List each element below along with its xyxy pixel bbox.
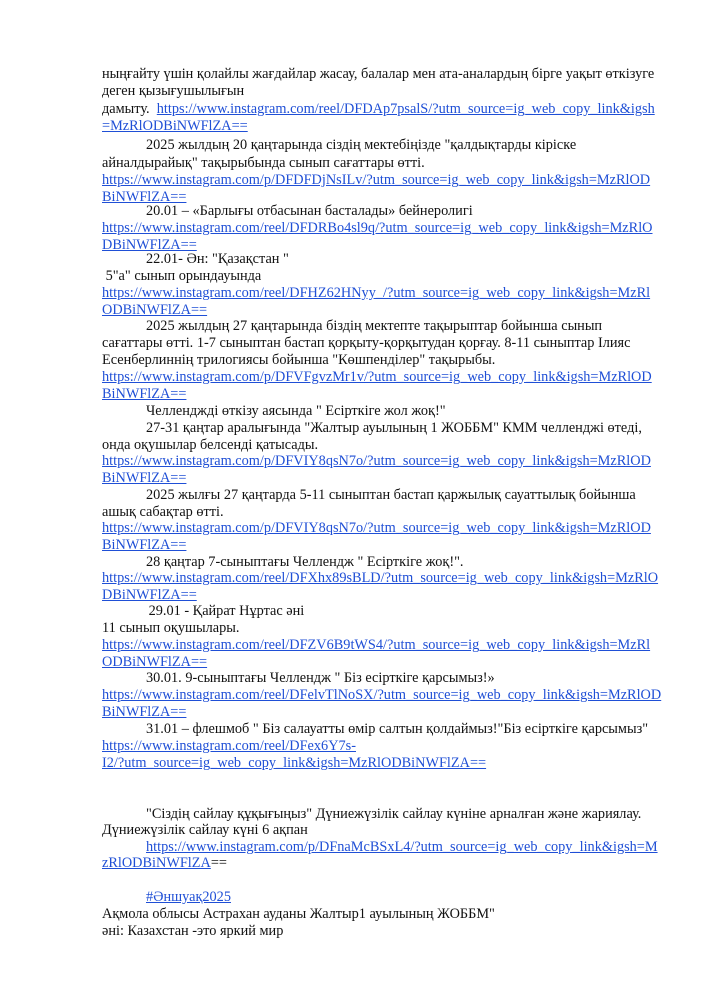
instagram-link-continued[interactable]: BiNWFlZA== <box>102 189 187 205</box>
paragraph-line: ныңғайту үшін қолайлы жағдайлар жасау, балалар мен ата-аналардың бірге уақыт өткізуге <box>102 66 655 82</box>
paragraph-line <box>102 738 356 755</box>
paragraph-line <box>102 587 197 604</box>
instagram-link-continued[interactable]: ODBiNWFlZA== <box>102 302 208 318</box>
paragraph-line <box>102 704 186 721</box>
paragraph-line: айналдырайық" тақырыбында сынып сағаттары өтті. <box>102 155 425 171</box>
instagram-link[interactable]: https://www.instagram.com/reel/DFex6Y7s- <box>102 738 356 754</box>
paragraph-line: ашық сабақтар өтті. <box>102 504 224 520</box>
instagram-link[interactable]: https://www.instagram.com/reel/DFHZ62HNyy_/?utm_source=ig_web_copy_link&igsh=MzRl <box>102 285 651 301</box>
paragraph-line <box>102 172 650 189</box>
paragraph-line <box>146 839 658 856</box>
paragraph-line <box>102 687 661 704</box>
instagram-link-continued[interactable]: BiNWFlZA== <box>102 537 187 553</box>
paragraph-line: әні: Казахстан -это яркий мир <box>102 923 284 939</box>
paragraph-line: 2025 жылдың 27 қаңтарында біздің мектепте тақырыптар бойынша сынып <box>146 318 603 334</box>
paragraph-line <box>102 369 652 386</box>
paragraph-line: 30.01. 9-сыныптағы Челлендж " Біз есірткіге қарсымыз!» <box>146 670 495 686</box>
instagram-link[interactable]: https://www.instagram.com/p/DFDFDjNsILv/?utm_source=ig_web_copy_link&igsh=MzRlOD <box>102 172 651 188</box>
paragraph-line: деген қызығушылығын <box>102 83 245 99</box>
paragraph-text: == <box>210 855 227 871</box>
paragraph-line <box>102 520 651 537</box>
instagram-link-continued[interactable]: I2/?utm_source=ig_web_copy_link&igsh=MzRlODBiNWFlZA== <box>102 755 487 771</box>
instagram-link-continued[interactable]: BiNWFlZA== <box>102 704 187 720</box>
instagram-link[interactable]: https://www.instagram.com/reel/DFDAp7psalS/?utm_source=ig_web_copy_link&igsh <box>156 101 655 117</box>
instagram-link[interactable]: https://www.instagram.com/p/DFVIY8qsN7o/?utm_source=ig_web_copy_link&igsh=MzRlOD <box>102 453 651 469</box>
paragraph-line: Ақмола облысы Астрахан ауданы Жалтыр1 ауылының ЖОББМ" <box>102 906 495 922</box>
paragraph-line <box>102 453 651 470</box>
instagram-link-continued[interactable]: BiNWFlZA== <box>102 470 187 486</box>
hashtag-link[interactable]: #Әншуақ2025 <box>146 889 231 905</box>
paragraph-line: сағаттары өтті. 1-7 сыныптан бастап қорқыту-қорқытудан қорғау. 8-11 сыныптар Ілияс <box>102 335 631 351</box>
paragraph-line <box>102 755 486 772</box>
paragraph-line: Челленджді өткізу аясында " Есірткіге жол жоқ!" <box>146 403 446 419</box>
paragraph-line <box>102 220 653 237</box>
paragraph-line: 22.01- Ән: "Қазақстан " <box>146 251 289 267</box>
paragraph-line <box>102 302 207 319</box>
instagram-link[interactable]: https://www.instagram.com/p/DFnaMcBSxL4/?utm_source=ig_web_copy_link&igsh=M <box>146 839 658 855</box>
paragraph-line <box>102 637 650 654</box>
instagram-link-continued[interactable]: DBiNWFlZA== <box>102 587 197 603</box>
paragraph-line <box>102 285 650 302</box>
instagram-link[interactable]: https://www.instagram.com/reel/DFXhx89sBLD/?utm_source=ig_web_copy_link&igsh=MzRlO <box>102 570 659 586</box>
instagram-link[interactable]: https://www.instagram.com/reel/DFDRBo4sl9q/?utm_source=ig_web_copy_link&igsh=MzRlO <box>102 220 653 236</box>
paragraph-line: Есенберлиннің трилогиясы бойынша "Көшпенділер" тақырыбы. <box>102 352 496 368</box>
instagram-link-continued[interactable]: zRlODBiNWFlZA <box>102 855 211 871</box>
paragraph-line: 5"а" сынып орындауында <box>102 268 262 284</box>
instagram-link[interactable]: https://www.instagram.com/p/DFVIY8qsN7o/?utm_source=ig_web_copy_link&igsh=MzRlOD <box>102 520 651 536</box>
paragraph-line: 27-31 қаңтар аралығында "Жалтыр ауылының 1 ЖОББМ" КММ челленджі өтеді, <box>146 420 642 436</box>
instagram-link-continued[interactable]: ODBiNWFlZA== <box>102 654 208 670</box>
paragraph-line <box>102 570 658 587</box>
paragraph-line <box>102 470 186 487</box>
instagram-link[interactable]: https://www.instagram.com/reel/DFZV6B9tWS4/?utm_source=ig_web_copy_link&igsh=MzRl <box>102 637 651 653</box>
paragraph-line: 28 қаңтар 7-сыныптағы Челлендж " Есірткіге жоқ!". <box>146 554 464 570</box>
instagram-link[interactable]: https://www.instagram.com/p/DFVFgvzMr1v/?utm_source=ig_web_copy_link&igsh=MzRlOD <box>102 369 652 385</box>
instagram-link-continued[interactable]: DBiNWFlZA== <box>102 237 197 253</box>
paragraph-line <box>102 537 186 554</box>
instagram-link-continued[interactable]: =MzRlODBiNWFlZA== <box>102 118 248 134</box>
paragraph-line <box>102 386 186 403</box>
paragraph-text: дамыту. <box>102 101 157 117</box>
paragraph-line: 20.01 – «Барлығы отбасынан басталады» бейнеролигі <box>146 203 473 219</box>
paragraph-line <box>102 654 207 671</box>
paragraph-line <box>102 101 655 118</box>
paragraph-line: 2025 жылғы 27 қаңтарда 5-11 сыныптан бастап қаржылық сауаттылық бойынша <box>146 487 636 503</box>
paragraph-line: 11 сынып оқушылары. <box>102 620 240 636</box>
paragraph-line <box>146 889 231 906</box>
paragraph-line <box>102 855 227 872</box>
instagram-link[interactable]: https://www.instagram.com/reel/DFelvTlNoSX/?utm_source=ig_web_copy_link&igsh=MzRlOD <box>102 687 662 703</box>
paragraph-line <box>102 118 248 135</box>
paragraph-line: 2025 жылдың 20 қаңтарында сіздің мектебіңізде "қалдықтарды кіріске <box>146 137 577 153</box>
paragraph-line: 29.01 - Қайрат Нұртас әні <box>145 603 305 619</box>
paragraph-line: онда оқушылар белсенді қатысады. <box>102 437 319 453</box>
paragraph-line: "Сіздің сайлау құқығыңыз" Дүниежүзілік сайлау күніне арналған және жариялау. <box>146 806 642 822</box>
paragraph-line: Дүниежүзілік сайлау күні 6 ақпан <box>102 822 308 838</box>
instagram-link-continued[interactable]: BiNWFlZA== <box>102 386 187 402</box>
paragraph-line: 31.01 – флешмоб " Біз салауатты өмір салтын қолдаймыз!"Біз есірткіге қарсымыз" <box>146 721 649 737</box>
